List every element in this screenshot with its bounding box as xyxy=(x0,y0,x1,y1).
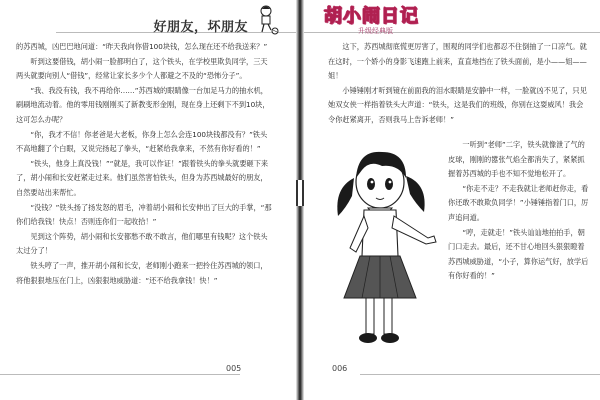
paragraph: “我、我没有钱，我不再给你……”苏西城的眼睛像一台加足马力的抽水机，刷刷地流动着。他的零用钱刚刚买了新教变形金刚，现在身上还剩下不到10块，这可怎么办呢？ xyxy=(16,85,270,124)
paragraph: “你，我才不信！你老爸是大老板，你身上怎么会连100块钱都没有？”铁头不高地翻了个白眼，又说完扬起了拳头，“赶紧给我拿来，不然有你好看的！” xyxy=(16,129,268,154)
paragraph: 这下，苏西城彻底慌更厉害了，围观的同学们也都忍不住倒抽了一口凉气。就在这时，一个娇小的身影飞速跑上前来，直直地挡在了铁头面前，是小——姐——姐！ xyxy=(328,42,587,81)
left-page-number: 005 xyxy=(226,364,242,373)
right-page-number: 006 xyxy=(332,364,348,373)
paragraph: “哼，走就走！”铁头讪讪地拍拍手，朝门口走去。最后，还不甘心地回头狠狠瞪着苏西城威胁道，“小子，算你运气好，放学后有你好看的！” xyxy=(448,227,589,281)
left-bottom-rule xyxy=(0,374,240,375)
paragraph: “你走不走？不走我就让老师赶你走，看你还敢不敢欺负同学！”小锤锤指着门口，厉声追问道。 xyxy=(448,183,589,222)
left-running-header xyxy=(153,5,280,35)
series-logo: 胡小闹日记 xyxy=(324,6,419,27)
left-header-title: 好朋友，坏朋友 xyxy=(153,20,248,35)
series-logo-subtitle: 升级经典版 xyxy=(358,27,393,35)
right-running-header xyxy=(324,2,419,34)
paragraph: “铁头，他身上真没钱！”“就是，我可以作证！”跟着铁头的拳头就要砸下来了，胡小闹和长安赶紧走过来。他们虽然害怕铁头，但身为苏西城最好的朋友，自然要站出来帮忙。 xyxy=(16,158,269,197)
paragraph: 的苏西城，凶巴巴地问道：“昨天我向你借100块钱，怎么现在还不给我送来？” xyxy=(16,42,268,51)
right-body-text xyxy=(328,40,590,128)
paragraph: 小锤锤刚才听到镜在前面我的泪水眼睛是安静中一样，一脸就凶不见了，只见她双女侠一样指着铁头大声道：“铁头，这是我们的班级，你别在这耍威风！我会令你赶紧离开，否则我马上告诉老师！” xyxy=(328,85,587,124)
girl-pointing-illustration xyxy=(324,138,452,350)
paragraph: 听到这要借钱，胡小闹一脸都明白了，这个铁头，在学校里欺负同学，三天两头就要向别人“借钱”，经常让家长多少个人都避之不及的“恐怖分子”。 xyxy=(16,56,268,81)
paragraph: 一听到“老师”二字，铁头就像泄了气的皮球，刚刚的嚣张气焰全都消失了，紧紧抓握着苏西城的手也不知不觉地松开了。 xyxy=(448,140,585,179)
paragraph: 铁头哼了一声，推开胡小闹和长安，老师刚小跑来一把拎住苏西城的领口，将他狠狠地压在门上，凶狠狠地威胁道：“还不给我拿钱！快！” xyxy=(16,260,268,285)
paragraph: “没钱？”铁头扬了扬发怒的眉毛，冲着胡小闹和长安伸出了巨大的手掌，“那你们给我钱！快点！否则连你们一起收拾！” xyxy=(16,202,272,227)
left-body-text xyxy=(16,40,274,288)
right-side-text xyxy=(448,138,590,284)
boy-kicking-ball-icon xyxy=(252,5,280,35)
paragraph: 见到这个阵势，胡小闹和长安都愁不敢不敢言，他们哪里有钱呢？这个铁头太过分了！ xyxy=(16,231,268,256)
right-bottom-rule xyxy=(360,374,600,375)
left-page xyxy=(0,0,296,400)
right-page xyxy=(304,0,600,400)
